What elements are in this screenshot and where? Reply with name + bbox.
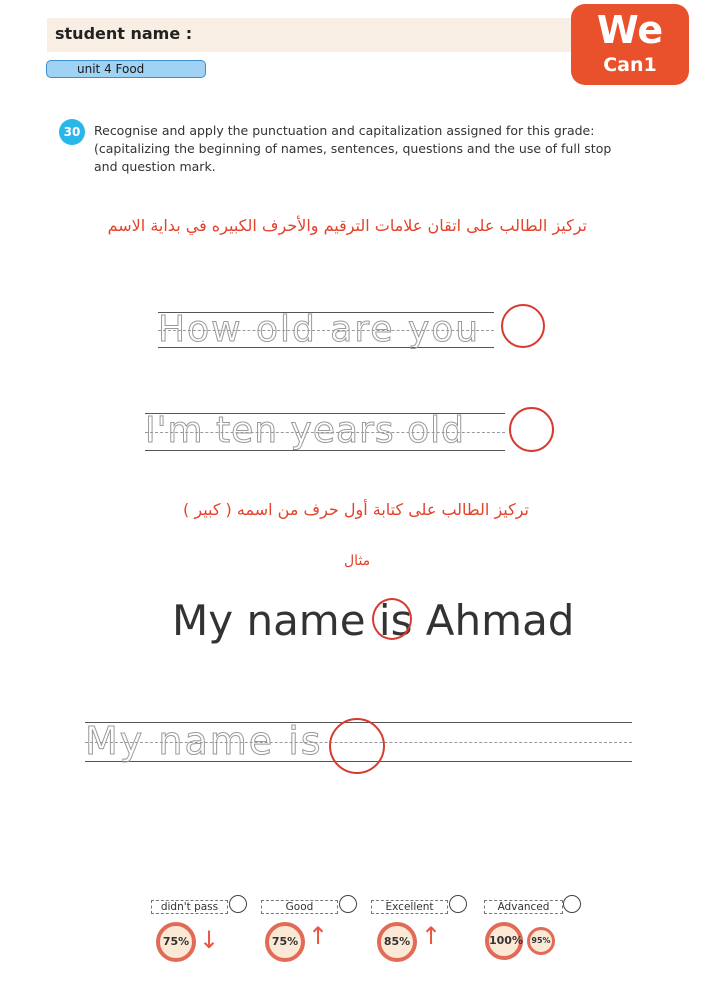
arabic-instruction-punctuation: تركيز الطالب على اتقان علامات الترقيم والأحرف الكبيره في بداية الاسم: [107, 216, 587, 235]
arabic-example-label: مثال: [344, 553, 371, 569]
tracing-text-1: How old are you: [158, 309, 481, 350]
rubric-label-didnt-pass: didn't pass: [151, 900, 228, 914]
we-can-logo: [571, 4, 689, 85]
rubric-checkbox-didnt-pass[interactable]: [229, 895, 247, 913]
unit-label: unit 4 Food: [46, 60, 206, 78]
objective-text: Recognise and apply the punctuation and capitalization assigned for this grade: (capitalizing the beginning of names, sentences, questions and the use of full stop and question mark.: [94, 123, 612, 174]
arrow-up-icon: ↑: [308, 922, 329, 950]
rubric-label-good: Good: [261, 900, 338, 914]
student-name-label: student name :: [55, 24, 193, 43]
punctuation-answer-circle-2[interactable]: [509, 407, 554, 452]
rubric-label-excellent: Excellent: [371, 900, 448, 914]
rubric-checkbox-excellent[interactable]: [449, 895, 467, 913]
punctuation-answer-circle-1[interactable]: [501, 304, 545, 348]
rubric-gauge-didnt-pass: 75%: [156, 922, 196, 962]
arrow-down-icon: ↓: [199, 926, 220, 954]
tracing-text-2: I'm ten years old: [145, 410, 465, 451]
arabic-instruction-capital: تركيز الطالب على كتابة أول حرف من اسمه ( كبير ): [183, 500, 529, 519]
rubric-gauge-good: 75%: [265, 922, 305, 962]
rubric-label-advanced: Advanced: [484, 900, 563, 914]
arrow-up-icon: ↑: [421, 922, 442, 950]
objective-number-badge: 30: [59, 119, 85, 145]
capital-answer-circle[interactable]: [329, 718, 385, 774]
example-sentence: My name is Ahmad: [172, 596, 575, 645]
logo-can1: Can1: [603, 54, 657, 76]
logo-we: We: [596, 8, 664, 52]
rubric-gauge-excellent: 85%: [377, 922, 417, 962]
tracing-line-2[interactable]: [145, 410, 505, 451]
tracing-line-1[interactable]: [158, 309, 494, 350]
rubric-gauge-advanced: 100%: [485, 922, 523, 960]
rubric-checkbox-good[interactable]: [339, 895, 357, 913]
rubric-checkbox-advanced[interactable]: [563, 895, 581, 913]
tracing-text-3: My name is: [85, 719, 323, 763]
rubric-gauge-advanced-secondary: 95%: [527, 927, 555, 955]
example-capital-circle: [372, 598, 412, 640]
